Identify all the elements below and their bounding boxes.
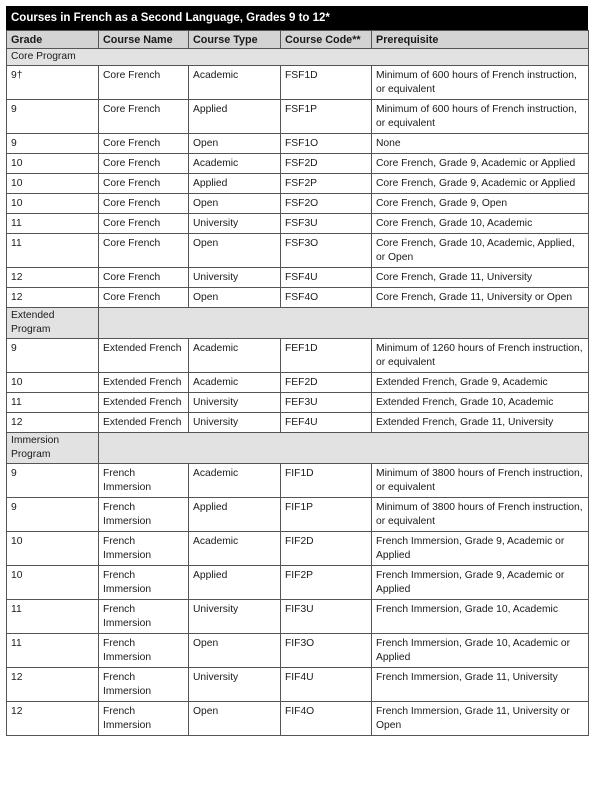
cell-course-code: FSF1P <box>281 100 372 134</box>
section-label: Immersion Program <box>7 433 99 464</box>
cell-course-name: French Immersion <box>99 702 189 736</box>
cell-grade: 12 <box>7 268 99 288</box>
cell-course-code: FSF3U <box>281 214 372 234</box>
cell-prerequisite: None <box>372 134 589 154</box>
table-row <box>7 268 589 288</box>
table-row <box>7 134 589 154</box>
cell-course-type: Open <box>189 634 281 668</box>
cell-prerequisite: French Immersion, Grade 11, University or Open <box>372 702 589 736</box>
cell-course-name: French Immersion <box>99 634 189 668</box>
cell-prerequisite: French Immersion, Grade 10, Academic <box>372 600 589 634</box>
table-row <box>7 464 589 498</box>
cell-course-code: FSF4O <box>281 288 372 308</box>
cell-prerequisite: French Immersion, Grade 11, University <box>372 668 589 702</box>
cell-course-type: Academic <box>189 373 281 393</box>
cell-prerequisite: Minimum of 600 hours of French instruction, or equivalent <box>372 66 589 100</box>
table-row <box>7 702 589 736</box>
cell-grade: 10 <box>7 373 99 393</box>
section-filler <box>99 308 589 339</box>
cell-course-code: FSF1D <box>281 66 372 100</box>
cell-course-type: Open <box>189 288 281 308</box>
cell-course-code: FSF2O <box>281 194 372 214</box>
cell-grade: 9 <box>7 464 99 498</box>
cell-course-name: Core French <box>99 66 189 100</box>
header-grade: Grade <box>7 31 99 49</box>
cell-course-type: University <box>189 668 281 702</box>
table-row <box>7 498 589 532</box>
cell-course-type: Academic <box>189 154 281 174</box>
cell-prerequisite: Core French, Grade 11, University <box>372 268 589 288</box>
cell-grade: 12 <box>7 702 99 736</box>
cell-course-type: Academic <box>189 339 281 373</box>
cell-course-type: Academic <box>189 66 281 100</box>
cell-course-name: French Immersion <box>99 498 189 532</box>
table-row <box>7 668 589 702</box>
section-label: Extended Program <box>7 308 99 339</box>
section-header-row <box>7 49 589 66</box>
cell-course-name: Extended French <box>99 339 189 373</box>
section-label: Core Program <box>7 49 589 66</box>
cell-course-name: French Immersion <box>99 566 189 600</box>
cell-course-code: FIF3U <box>281 600 372 634</box>
cell-course-name: French Immersion <box>99 600 189 634</box>
table-row <box>7 566 589 600</box>
cell-grade: 10 <box>7 194 99 214</box>
cell-grade: 10 <box>7 566 99 600</box>
courses-table <box>6 30 589 736</box>
cell-prerequisite: French Immersion, Grade 9, Academic or Applied <box>372 532 589 566</box>
cell-prerequisite: Extended French, Grade 9, Academic <box>372 373 589 393</box>
cell-course-code: FEF2D <box>281 373 372 393</box>
cell-course-code: FSF1O <box>281 134 372 154</box>
section-header-row <box>7 308 589 339</box>
cell-grade: 9 <box>7 339 99 373</box>
cell-grade: 11 <box>7 634 99 668</box>
cell-course-type: Open <box>189 702 281 736</box>
table-row <box>7 174 589 194</box>
header-course-name: Course Name <box>99 31 189 49</box>
cell-course-code: FIF4U <box>281 668 372 702</box>
table-row <box>7 214 589 234</box>
cell-course-code: FIF2D <box>281 532 372 566</box>
cell-prerequisite: Minimum of 3800 hours of French instruction, or equivalent <box>372 498 589 532</box>
cell-course-type: Academic <box>189 464 281 498</box>
cell-course-name: Core French <box>99 214 189 234</box>
table-row <box>7 234 589 268</box>
cell-course-type: Open <box>189 134 281 154</box>
header-row <box>7 31 589 49</box>
cell-course-type: Open <box>189 194 281 214</box>
cell-course-code: FEF3U <box>281 393 372 413</box>
table-row <box>7 532 589 566</box>
cell-course-name: French Immersion <box>99 532 189 566</box>
cell-course-name: Extended French <box>99 393 189 413</box>
cell-course-name: Core French <box>99 100 189 134</box>
cell-course-code: FIF4O <box>281 702 372 736</box>
table-body <box>7 49 589 736</box>
cell-grade: 9 <box>7 134 99 154</box>
cell-course-code: FIF1D <box>281 464 372 498</box>
cell-course-code: FSF2P <box>281 174 372 194</box>
cell-grade: 10 <box>7 532 99 566</box>
cell-grade: 11 <box>7 214 99 234</box>
cell-grade: 9 <box>7 100 99 134</box>
cell-grade: 12 <box>7 288 99 308</box>
cell-course-name: Core French <box>99 194 189 214</box>
cell-grade: 11 <box>7 393 99 413</box>
table-row <box>7 373 589 393</box>
cell-grade: 12 <box>7 668 99 702</box>
cell-prerequisite: French Immersion, Grade 9, Academic or Applied <box>372 566 589 600</box>
cell-course-type: University <box>189 600 281 634</box>
cell-course-type: Academic <box>189 532 281 566</box>
cell-course-name: Core French <box>99 234 189 268</box>
cell-course-code: FEF4U <box>281 413 372 433</box>
cell-course-code: FSF2D <box>281 154 372 174</box>
cell-course-code: FIF3O <box>281 634 372 668</box>
table-row <box>7 339 589 373</box>
section-header-row <box>7 433 589 464</box>
cell-course-code: FSF4U <box>281 268 372 288</box>
section-filler <box>99 433 589 464</box>
cell-grade: 11 <box>7 600 99 634</box>
cell-course-name: Extended French <box>99 373 189 393</box>
table-row <box>7 100 589 134</box>
cell-prerequisite: Minimum of 1260 hours of French instruction, or equivalent <box>372 339 589 373</box>
cell-prerequisite: Extended French, Grade 11, University <box>372 413 589 433</box>
cell-course-name: French Immersion <box>99 464 189 498</box>
cell-course-type: Open <box>189 234 281 268</box>
cell-course-type: Applied <box>189 174 281 194</box>
cell-course-code: FIF1P <box>281 498 372 532</box>
table-row <box>7 393 589 413</box>
table-row <box>7 634 589 668</box>
table-title: Courses in French as a Second Language, Grades 9 to 12* <box>6 6 588 30</box>
cell-grade: 12 <box>7 413 99 433</box>
table-row <box>7 66 589 100</box>
cell-prerequisite: Extended French, Grade 10, Academic <box>372 393 589 413</box>
table-row <box>7 600 589 634</box>
cell-course-type: Applied <box>189 498 281 532</box>
cell-course-name: Core French <box>99 268 189 288</box>
cell-grade: 11 <box>7 234 99 268</box>
cell-prerequisite: Minimum of 600 hours of French instruction, or equivalent <box>372 100 589 134</box>
cell-course-type: University <box>189 393 281 413</box>
cell-grade: 10 <box>7 174 99 194</box>
cell-course-name: Core French <box>99 154 189 174</box>
cell-course-code: FEF1D <box>281 339 372 373</box>
cell-course-type: University <box>189 268 281 288</box>
cell-grade: 9† <box>7 66 99 100</box>
header-prerequisite: Prerequisite <box>372 31 589 49</box>
cell-grade: 9 <box>7 498 99 532</box>
cell-course-name: Extended French <box>99 413 189 433</box>
cell-course-type: Applied <box>189 100 281 134</box>
cell-grade: 10 <box>7 154 99 174</box>
cell-prerequisite: Minimum of 3800 hours of French instruction, or equivalent <box>372 464 589 498</box>
cell-prerequisite: Core French, Grade 9, Academic or Applied <box>372 174 589 194</box>
courses-table-container <box>6 6 588 736</box>
cell-course-name: Core French <box>99 288 189 308</box>
cell-course-type: Applied <box>189 566 281 600</box>
cell-prerequisite: Core French, Grade 9, Academic or Applied <box>372 154 589 174</box>
cell-prerequisite: Core French, Grade 10, Academic, Applied, or Open <box>372 234 589 268</box>
header-course-type: Course Type <box>189 31 281 49</box>
table-row <box>7 288 589 308</box>
table-row <box>7 194 589 214</box>
cell-prerequisite: Core French, Grade 11, University or Open <box>372 288 589 308</box>
cell-prerequisite: French Immersion, Grade 10, Academic or Applied <box>372 634 589 668</box>
cell-course-code: FIF2P <box>281 566 372 600</box>
cell-course-type: University <box>189 413 281 433</box>
table-row <box>7 154 589 174</box>
cell-prerequisite: Core French, Grade 10, Academic <box>372 214 589 234</box>
cell-prerequisite: Core French, Grade 9, Open <box>372 194 589 214</box>
header-course-code: Course Code** <box>281 31 372 49</box>
table-row <box>7 413 589 433</box>
cell-course-name: French Immersion <box>99 668 189 702</box>
cell-course-type: University <box>189 214 281 234</box>
cell-course-name: Core French <box>99 134 189 154</box>
cell-course-code: FSF3O <box>281 234 372 268</box>
cell-course-name: Core French <box>99 174 189 194</box>
